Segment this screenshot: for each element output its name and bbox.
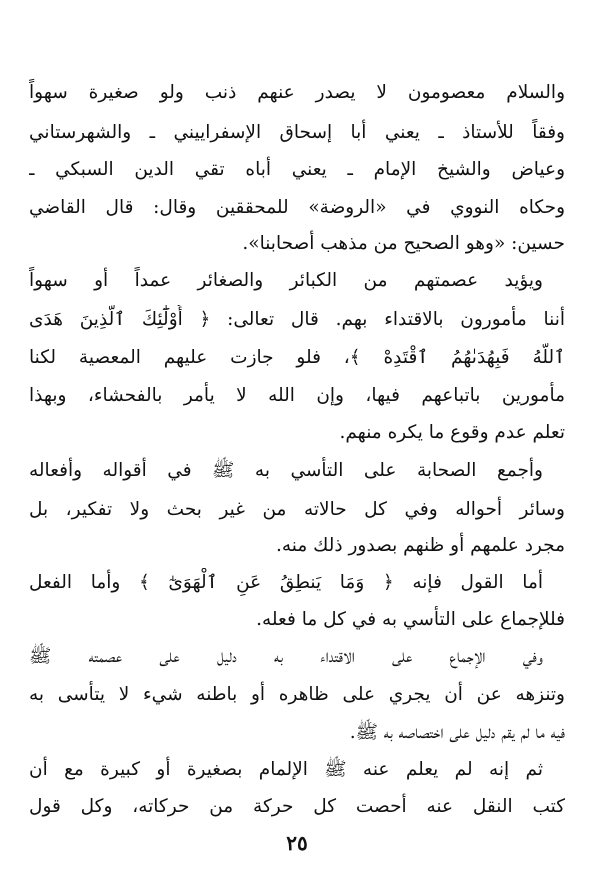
text-line: والسلام معصومون لا يصدر عنهم ذنب ولو صغيرة سهواً bbox=[29, 82, 565, 103]
paragraph-first-line: ثم إنه لم يعلم عنه ﷺ الإلمام بصغيرة أو كبيرة مع أن bbox=[29, 759, 543, 780]
text-line: مجرد علمهم أو ظنهم بصدور ذلك منه. bbox=[275, 535, 565, 556]
text-line: وسائر أحواله وفي كل حالاته من غير بحث ولا تفكير، بل bbox=[29, 499, 565, 520]
text-line: ٱللَّهُ فَبِهُدَىٰهُمُ ٱقْتَدِهْ ﴾، فلو جازت عليهم المعصية لكنا bbox=[29, 347, 565, 368]
text-line: مأمورين باتباعهم فيها، وإن الله لا يأمر بالفحشاء، وبهذا bbox=[29, 385, 565, 406]
text-line: تعلم عدم وقوع ما يكره منهم. bbox=[339, 422, 565, 443]
text-line: فيه ما لم يقم دليل على اختصاصه به ﷺ. bbox=[349, 722, 565, 743]
page-number: ٢٥ bbox=[286, 831, 308, 855]
paragraph-first-line: وأجمع الصحابة على التأسي به ﷺ في أقواله وأفعاله bbox=[29, 460, 543, 481]
text-line: وفقاً للأستاذ ـ يعني أبا إسحاق الإسفراييني ـ والشهرستاني bbox=[29, 122, 565, 143]
text-line: وحكاه النووي في «الروضة» للمحققين وقال: قال القاضي bbox=[29, 197, 565, 218]
text-line: كتب النقل عنه أحصت كل حركة من حركاته، وكل قول bbox=[29, 796, 565, 817]
paragraph-first-line: أما القول فإنه ﴿ وَمَا يَنطِقُ عَنِ ٱلْهَوَىٰٓ ﴾ وأما الفعل bbox=[29, 572, 543, 593]
paragraph-first-line: وفي الإجماع على الاقتداء به دليل على عصمته ﷺ bbox=[29, 646, 543, 667]
text-line: وعياض والشيخ الإمام ـ يعني أباه تقي الدين السبكي ـ bbox=[29, 159, 565, 180]
text-line: حسين: «وهو الصحيح من مذهب أصحابنا». bbox=[242, 233, 565, 254]
text-line: فللإجماع على التأسي به في كل ما فعله. bbox=[256, 609, 565, 630]
text-line: أننا مأمورون بالاقتداء بهم. قال تعالى: ﴿ أُوْلَٰٓئِكَ ٱلَّذِينَ هَدَى bbox=[29, 309, 565, 330]
text-line: وتنزهه عن أن يجري على ظاهره أو باطنه شيء لا يتأسى به bbox=[29, 684, 565, 705]
paragraph-first-line: ويؤيد عصمتهم من الكبائر والصغائر عمداً أو سهواً bbox=[29, 270, 543, 291]
